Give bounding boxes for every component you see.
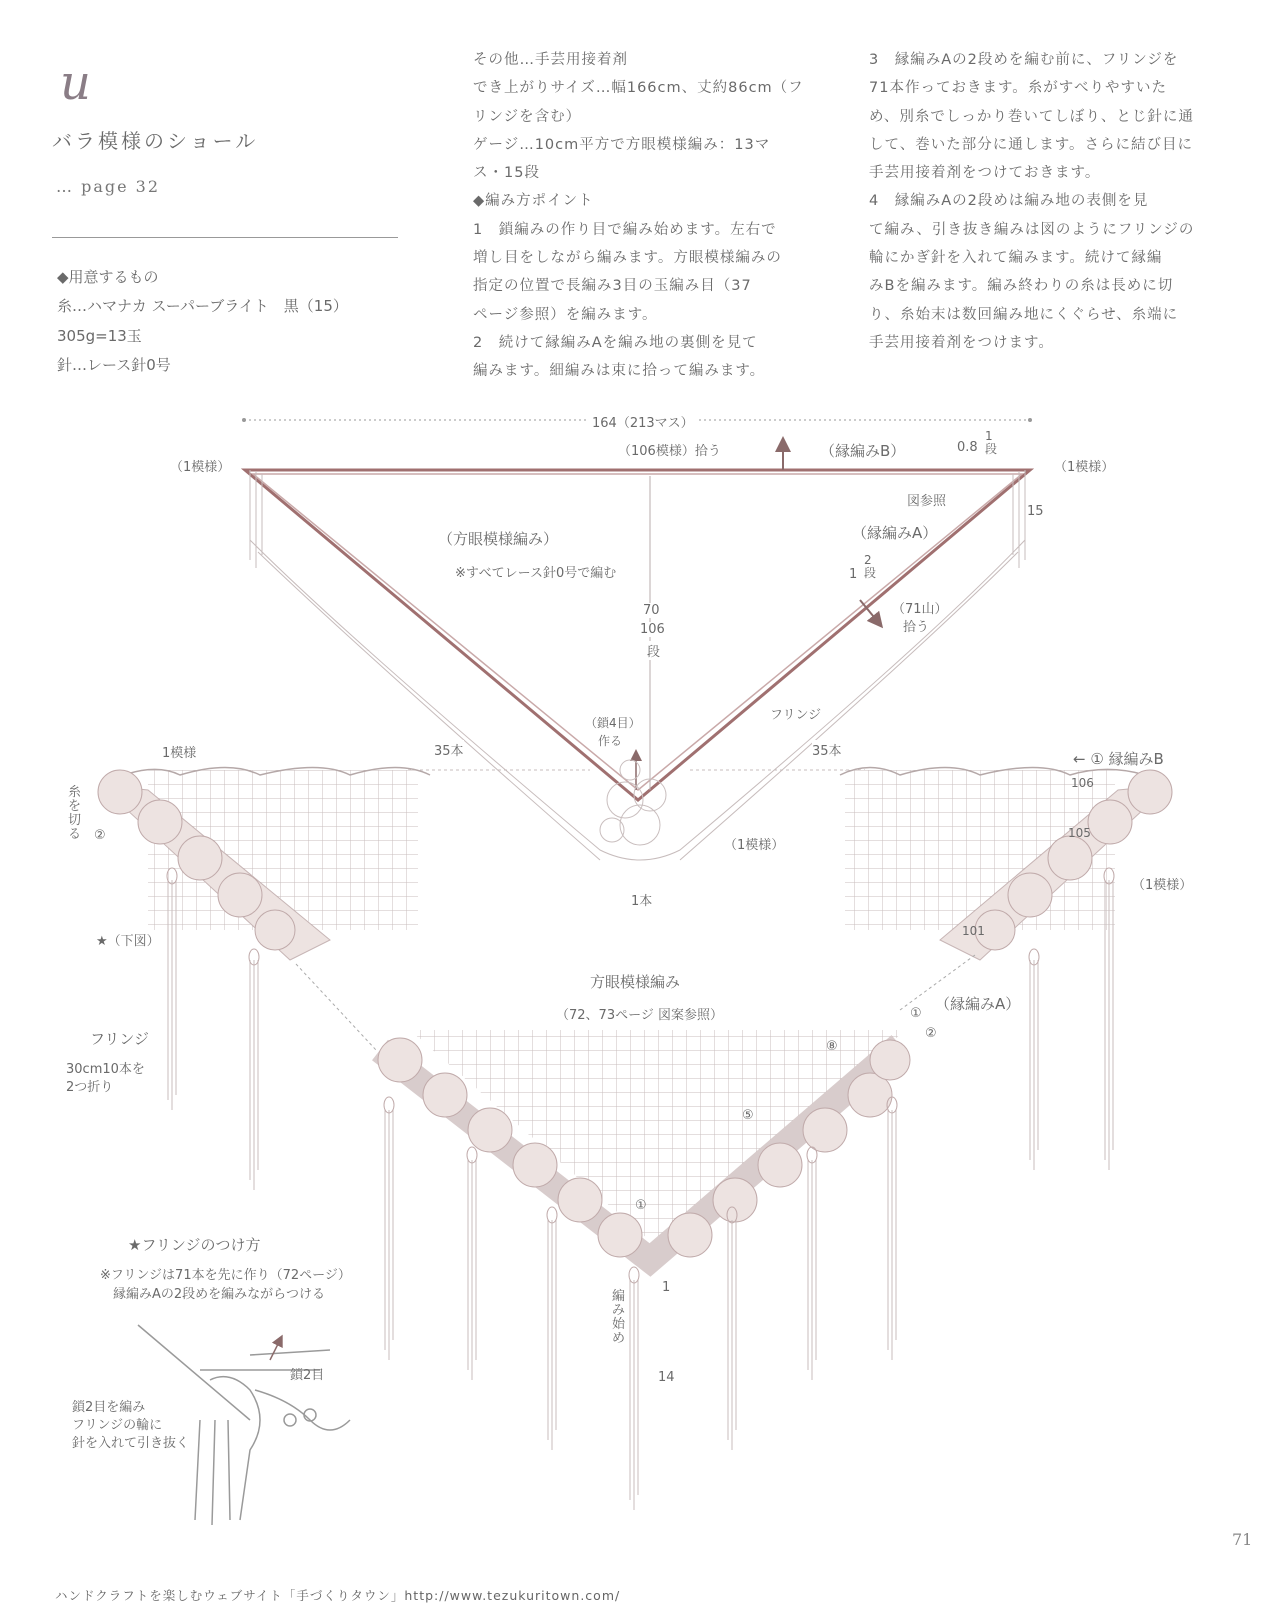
footer: ハンドクラフトを楽しむウェブサイト「手づくりタウン」http://www.tezukuritown.com/ (55, 1588, 621, 1603)
text-line: ス・15段 (473, 165, 540, 182)
text-line: ページ参照）を編みます。 (473, 306, 658, 323)
text-line: 2 続けて縁編みAを編み地の裏側を見て (473, 334, 758, 351)
materials-amount: 305g=13玉 (57, 327, 142, 345)
circle-2-label: ② (94, 828, 106, 843)
row-5: ⑤ (742, 1108, 754, 1123)
detail-hougan-label: 方眼模様編み (590, 973, 681, 991)
right-pattern-label: （1模様） (1054, 460, 1115, 475)
materials-yarn: 糸…ハマナカ スーパーブライト 黒（15） (57, 297, 348, 315)
row-1: ① (635, 1198, 647, 1213)
detail-reference: （72、73ページ 図案参照） (556, 1008, 723, 1023)
text-line: 3 縁編みAの2段めを編む前に、フリンジを (869, 52, 1179, 68)
height-70: 70 (643, 603, 660, 618)
text-line: り、糸始末は数回編み地にくぐらせ、糸端に (869, 306, 1179, 323)
text-line: 増し目をしながら編みます。方眼模様編みの (473, 250, 782, 267)
detail-right-corner (840, 768, 1172, 1171)
left-pattern-label: （1模様） (170, 460, 231, 475)
detail-fringe-label: フリンジ (90, 1030, 150, 1048)
detail-left-corner (98, 768, 430, 1191)
row-dan-label: 1段 (985, 429, 998, 456)
text-line: して、巻いた部分に通します。さらに結び目に (869, 136, 1194, 153)
page-number: 71 (1232, 1530, 1253, 1549)
text-line: ゲージ…10cm平方で方眼模様編み：13マ (473, 136, 771, 153)
page-title: バラ模様のショール (52, 129, 259, 153)
count-left: 35本 (434, 740, 464, 759)
two-dan-label: 2段 (864, 553, 877, 580)
text-line: ◆編み方ポイント (473, 193, 594, 210)
width-label: 164（213マス） (588, 412, 698, 431)
howto-step-2: フリンジの輪に (72, 1418, 163, 1433)
fringe-howto-illustration (138, 1325, 350, 1525)
text-line: 手芸用接着剤をつけます。 (869, 334, 1054, 351)
one-detail-label: 1 (662, 1280, 671, 1295)
fringe-label: フリンジ (770, 708, 822, 723)
row-label: 0.8 (957, 440, 978, 455)
text-line: リンジを含む） (473, 108, 582, 125)
fifteen-label: 15 (1027, 504, 1044, 519)
chain4-label: （鎖4目） (585, 716, 641, 730)
chain2-label: 鎖2目 (290, 1368, 325, 1383)
materials-heading: ◆用意するもの (57, 268, 159, 286)
text-line: 1 鎖編みの作り目で編み始めます。左右で (473, 221, 777, 238)
text-line: でき上がりサイズ…幅166cm、丈約86cm（フ (473, 80, 804, 97)
howto-step-3: 針を入れて引き抜く (72, 1436, 190, 1451)
howto-note-2: 縁編みAの2段めを編みながらつける (113, 1287, 326, 1302)
materials-needle: 針…レース針0号 (57, 356, 171, 374)
page-reference: … page 32 (56, 177, 161, 196)
text-line: 71本作っておきます。糸がすべりやすいた (869, 80, 1167, 97)
hook-note: ※すべてレース針0号で編む (455, 566, 617, 581)
detail-edge-a-label: （縁編みA） (935, 995, 1021, 1013)
text-line: 輪にかぎ針を入れて編みます。続けて縁編 (869, 250, 1163, 267)
pick71b-label: 拾う (903, 620, 930, 635)
hougan-label: （方眼模様編み） (438, 530, 559, 548)
text-line: て編み、引き抜き編みは図のようにフリンジの (869, 221, 1195, 238)
detail-one-pattern-right: （1模様） (1132, 878, 1193, 893)
edge-a-row-1: ① (910, 1006, 922, 1021)
one-label: 1 (849, 567, 858, 582)
start-label: 編み始め (612, 1289, 626, 1346)
center-pattern-label: （1模様） (724, 838, 785, 853)
howto-note-1: ※フリンジは71本を先に作り（72ページ） (100, 1268, 351, 1283)
cut-yarn-label: 糸を切る (68, 785, 82, 842)
row-106: 106 (1071, 776, 1094, 790)
howto-title: ★フリンジのつけ方 (128, 1236, 261, 1254)
detail-bottom-point (378, 1030, 910, 1510)
detail-edge-b-label: ← ① 縁編みB (1073, 750, 1164, 768)
edge-a-row-2: ② (925, 1026, 937, 1041)
row-105: 105 (1068, 826, 1091, 840)
text-line: 4 縁編みAの2段めは編み地の表側を見 (869, 193, 1149, 210)
text-line: その他…手芸用接着剤 (473, 52, 628, 68)
text-line: みBを編みます。編み終わりの糸は長めに切 (869, 278, 1174, 295)
row-8: ⑧ (826, 1039, 838, 1054)
see-figure-label: 図参照 (907, 494, 947, 509)
text-line: め、別糸でしっかり巻いてしぼり、とじ針に通 (869, 108, 1194, 125)
pick71-label: （71山） (892, 602, 948, 617)
chain4b-label: 作る (598, 734, 623, 748)
edge-b-label: （縁編みB） (820, 442, 906, 460)
count-right: 35本 (812, 740, 842, 759)
text-line: 手芸用接着剤をつけておきます。 (869, 165, 1101, 182)
fringe-spec-1: 30cm10本を (66, 1062, 145, 1077)
howto-step-1: 鎖2目を編み (72, 1400, 146, 1415)
section-letter: u (60, 55, 91, 111)
edge-a-label: （縁編みA） (852, 524, 938, 542)
star-below-label: ★（下図） (96, 934, 160, 949)
one-pattern-label: 1模様 (162, 746, 197, 761)
text-line: 指定の位置で長編み3目の玉編み目（37 (473, 278, 752, 295)
top-pick-label: （106模様）拾う (618, 444, 721, 459)
text-line: 編みます。細編みは束に拾って編みます。 (473, 363, 766, 380)
height-106: 106 (640, 622, 665, 637)
height-dan: 段 (647, 641, 660, 660)
row-101: 101 (962, 924, 985, 938)
one-strand-label: 1本 (631, 894, 653, 909)
fringe-spec-2: 2つ折り (66, 1080, 114, 1095)
fourteen-label: 14 (658, 1370, 675, 1385)
